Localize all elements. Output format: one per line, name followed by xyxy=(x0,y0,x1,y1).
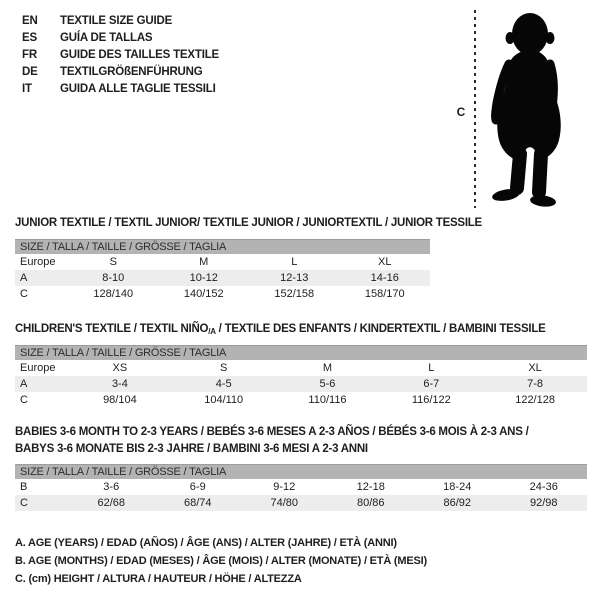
language-guide-block xyxy=(22,13,219,98)
language-code: FR xyxy=(22,49,37,61)
table-cell: 18-24 xyxy=(443,481,472,493)
row-label: B xyxy=(20,481,28,493)
table-cell: 14-16 xyxy=(370,272,399,284)
children-title-suffix: / TEXTILE DES ENFANTS / KINDERTEXTIL / BAMBINI TESSILE xyxy=(215,323,546,335)
table-cell: L xyxy=(428,362,435,374)
language-code: IT xyxy=(22,83,32,95)
row-label: Europe xyxy=(20,256,56,268)
table-cell: L xyxy=(291,256,298,268)
footnote-c: C. (cm) HEIGHT / ALTURA / HAUTEUR / HÖHE / ALTEZZA xyxy=(15,573,302,585)
babies-section-title xyxy=(15,424,529,458)
table-cell: 3-6 xyxy=(103,481,120,493)
language-row-de xyxy=(22,64,219,81)
table-cell: 7-8 xyxy=(527,378,544,390)
language-code: EN xyxy=(22,15,38,27)
height-measure-line xyxy=(474,10,476,208)
row-label: C xyxy=(20,394,28,406)
row-label: A xyxy=(20,272,28,284)
table-cell: M xyxy=(322,362,333,374)
table-cell: 74/80 xyxy=(270,497,299,509)
language-row-es xyxy=(22,30,219,47)
table-cell: 86/92 xyxy=(443,497,472,509)
table-cell: 128/140 xyxy=(93,288,134,300)
row-label: Europe xyxy=(20,362,56,374)
table-size-header: SIZE / TALLA / TAILLE / GRÖSSE / TAGLIA xyxy=(15,345,587,360)
table-row xyxy=(15,254,430,270)
junior-section-title: JUNIOR TEXTILE / TEXTIL JUNIOR/ TEXTILE JUNIOR / JUNIORTEXTIL / JUNIOR TESSILE xyxy=(15,217,482,229)
table-row xyxy=(15,479,587,495)
table-cell: XL xyxy=(528,362,542,374)
table-size-header: SIZE / TALLA / TAILLE / GRÖSSE / TAGLIA xyxy=(15,239,430,254)
table-cell: 122/128 xyxy=(515,394,555,406)
footnote-a: A. AGE (YEARS) / EDAD (AÑOS) / ÂGE (ANS) / ALTER (JAHRE) / ETÀ (ANNI) xyxy=(15,537,397,549)
babies-title-line1: BABIES 3-6 MONTH TO 2-3 YEARS / BEBÉS 3-6 MESES A 2-3 AÑOS / BÉBÉS 3-6 MOIS À 2-3 ANS / xyxy=(15,426,529,438)
table-cell: 10-12 xyxy=(189,272,218,284)
table-row xyxy=(15,392,587,408)
height-measure-label: C xyxy=(456,105,466,119)
children-title-sub: /A xyxy=(208,327,216,336)
table-row xyxy=(15,495,587,511)
junior-size-table xyxy=(15,239,430,302)
language-row-fr xyxy=(22,47,219,64)
table-cell: 8-10 xyxy=(102,272,125,284)
children-title-prefix: CHILDREN'S TEXTILE / TEXTIL NIÑO xyxy=(15,323,209,335)
table-cell: 68/74 xyxy=(183,497,212,509)
children-section-title xyxy=(15,323,546,336)
table-cell: 98/104 xyxy=(103,394,137,406)
row-label: C xyxy=(20,288,28,300)
table-cell: 92/98 xyxy=(529,497,558,509)
table-cell: S xyxy=(109,256,117,268)
table-cell: XS xyxy=(112,362,128,374)
language-row-en xyxy=(22,13,219,30)
table-cell: 152/158 xyxy=(274,288,315,300)
language-text: TEXTILGRÖßENFÜHRUNG xyxy=(60,66,203,78)
language-text: GUÍA DE TALLAS xyxy=(60,32,153,44)
table-cell: XL xyxy=(378,256,392,268)
table-cell: 3-4 xyxy=(111,378,128,390)
table-cell: 4-5 xyxy=(215,378,232,390)
row-label: C xyxy=(20,497,28,509)
table-size-header: SIZE / TALLA / TAILLE / GRÖSSE / TAGLIA xyxy=(15,464,587,479)
table-cell: 80/86 xyxy=(356,497,385,509)
table-cell: 6-7 xyxy=(423,378,440,390)
table-cell: 9-12 xyxy=(273,481,296,493)
language-text: GUIDE DES TAILLES TEXTILE xyxy=(60,49,219,61)
table-cell: 158/170 xyxy=(364,288,405,300)
language-code: ES xyxy=(22,32,37,44)
footnotes-block xyxy=(15,534,427,588)
babies-title-line2: BABYS 3-6 MONATE BIS 2-3 JAHRE / BAMBINI 3-6 MESI A 2-3 ANNI xyxy=(15,443,368,455)
language-code: DE xyxy=(22,66,38,78)
table-cell: 116/122 xyxy=(411,394,451,406)
table-row xyxy=(15,270,430,286)
children-size-table xyxy=(15,345,587,408)
table-cell: 6-9 xyxy=(189,481,206,493)
table-cell: 12-18 xyxy=(356,481,385,493)
table-cell: 12-13 xyxy=(280,272,309,284)
language-row-it xyxy=(22,81,219,98)
babies-size-table xyxy=(15,464,587,511)
language-text: TEXTILE SIZE GUIDE xyxy=(60,15,173,27)
table-cell: 104/110 xyxy=(204,394,244,406)
table-cell: S xyxy=(220,362,228,374)
row-label: A xyxy=(20,378,28,390)
baby-silhouette-icon xyxy=(479,8,575,212)
table-cell: 5-6 xyxy=(319,378,336,390)
table-row xyxy=(15,360,587,376)
table-row xyxy=(15,376,587,392)
table-cell: 110/116 xyxy=(308,394,347,406)
table-cell: 62/68 xyxy=(97,497,126,509)
table-cell: M xyxy=(199,256,209,268)
table-row xyxy=(15,286,430,302)
table-cell: 140/152 xyxy=(183,288,224,300)
footnote-b: B. AGE (MONTHS) / EDAD (MESES) / ÂGE (MOIS) / ALTER (MONATE) / ETÀ (MESI) xyxy=(15,555,427,567)
language-text: GUIDA ALLE TAGLIE TESSILI xyxy=(60,83,216,95)
table-cell: 24-36 xyxy=(529,481,558,493)
